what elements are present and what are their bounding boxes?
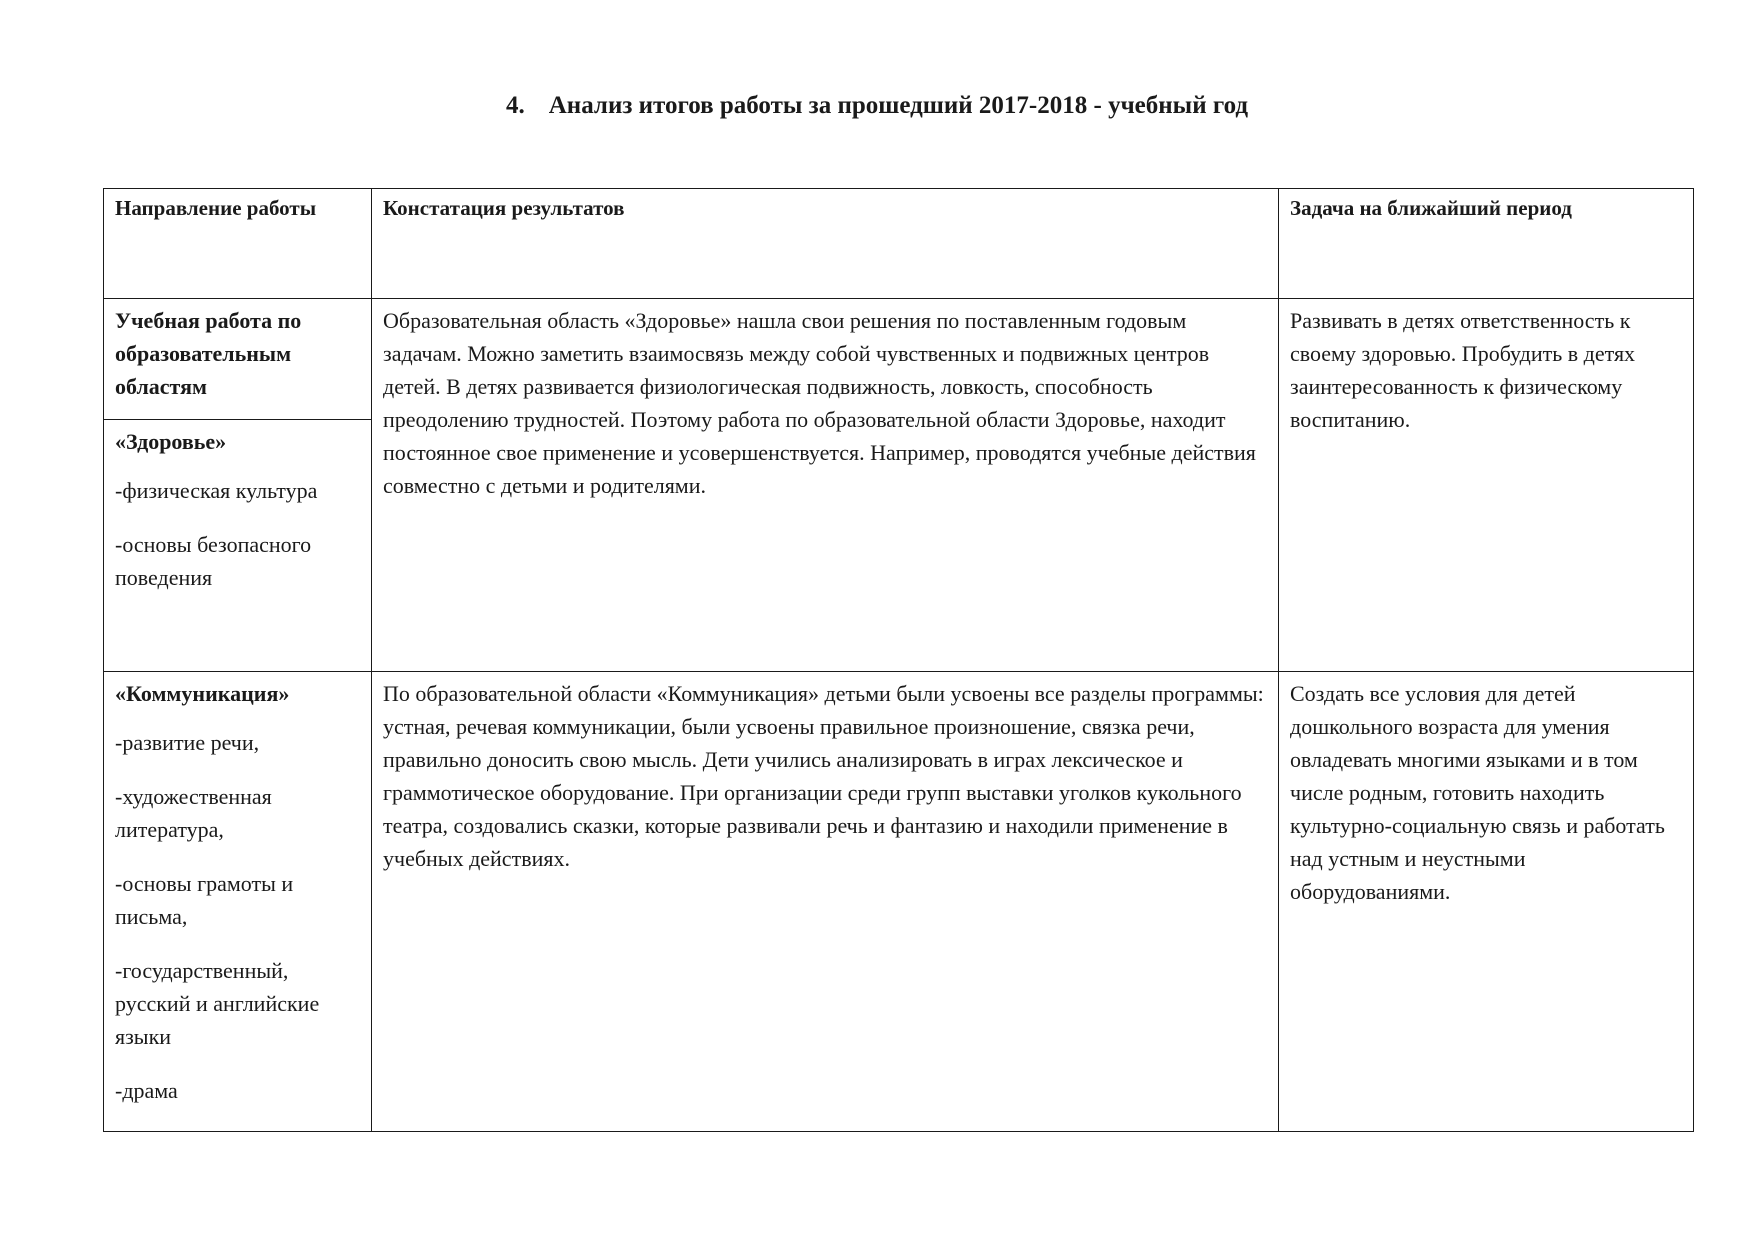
results-table (103, 188, 1694, 1132)
communication-tasks-text: Создать все условия для детей дошкольного возраста для умения овладевать многими языками и в том числе родным, готовить находить культурно-социальную связь и работать над устным и неустными оборудованиями. (1290, 681, 1665, 904)
table-row (104, 299, 1694, 420)
health-results-text: Образовательная область «Здоровье» нашла свои решения по поставленным годовым задачам. Можно заметить взаимосвязь между собой чувственных и подвижных центров детей. В детях развивается физиологическая подвижность, ловкость, способность преодолению трудностей. Поэтому работа по образовательной области Здоровье, находит постоянное свое применение и усовершенствуется. Например, проводятся учебные действия совместно с детьми и родителями. (383, 308, 1256, 498)
communication-item: -драма (115, 1078, 178, 1103)
communication-tasks-cell (1279, 672, 1694, 1132)
communication-heading: «Коммуникация» (115, 681, 290, 706)
communication-item: -художественная литература, (115, 784, 272, 842)
section-educational-cell (104, 299, 372, 420)
communication-results-cell (372, 672, 1279, 1132)
header-direction: Направление работы (104, 189, 372, 299)
communication-direction-cell (104, 672, 372, 1132)
communication-item: -государственный, русский и английские языки (115, 958, 320, 1049)
health-item: -основы безопасного поведения (115, 532, 312, 590)
header-tasks: Задача на ближайший период (1279, 189, 1694, 299)
section-educational-heading: Учебная работа по образовательным областям (115, 308, 302, 399)
table-header-row (104, 189, 1694, 299)
health-direction-cell (104, 420, 372, 672)
title-text: Анализ итогов работы за прошедший 2017-2018 - учебный год (548, 92, 1249, 119)
health-tasks-cell (1279, 299, 1694, 672)
health-tasks-text: Развивать в детях ответственность к своему здоровью. Пробудить в детях заинтересованность к физическому воспитанию. (1290, 308, 1636, 432)
health-results-cell (372, 299, 1279, 672)
page-title (0, 90, 1754, 122)
table-row (104, 672, 1694, 1132)
communication-item: -основы грамоты и письма, (115, 871, 294, 929)
health-item: -физическая культура (115, 478, 318, 503)
header-results: Констатация результатов (372, 189, 1279, 299)
communication-item: -развитие речи, (115, 730, 260, 755)
health-heading: «Здоровье» (115, 429, 227, 454)
communication-results-text: По образовательной области «Коммуникация» детьми были усвоены все разделы программы: устная, речевая коммуникации, были усвоены правильное произношение, связка речи, правильно доносить свою мысль. Дети учились анализировать в играх лексическое и граммотическое оборудование. При организации среди групп выставки уголков кукольного театра, создовались сказки, которые развивали речь и фантазию и находили применение в учебных действиях. (383, 681, 1264, 871)
section-number: 4. (505, 92, 525, 119)
